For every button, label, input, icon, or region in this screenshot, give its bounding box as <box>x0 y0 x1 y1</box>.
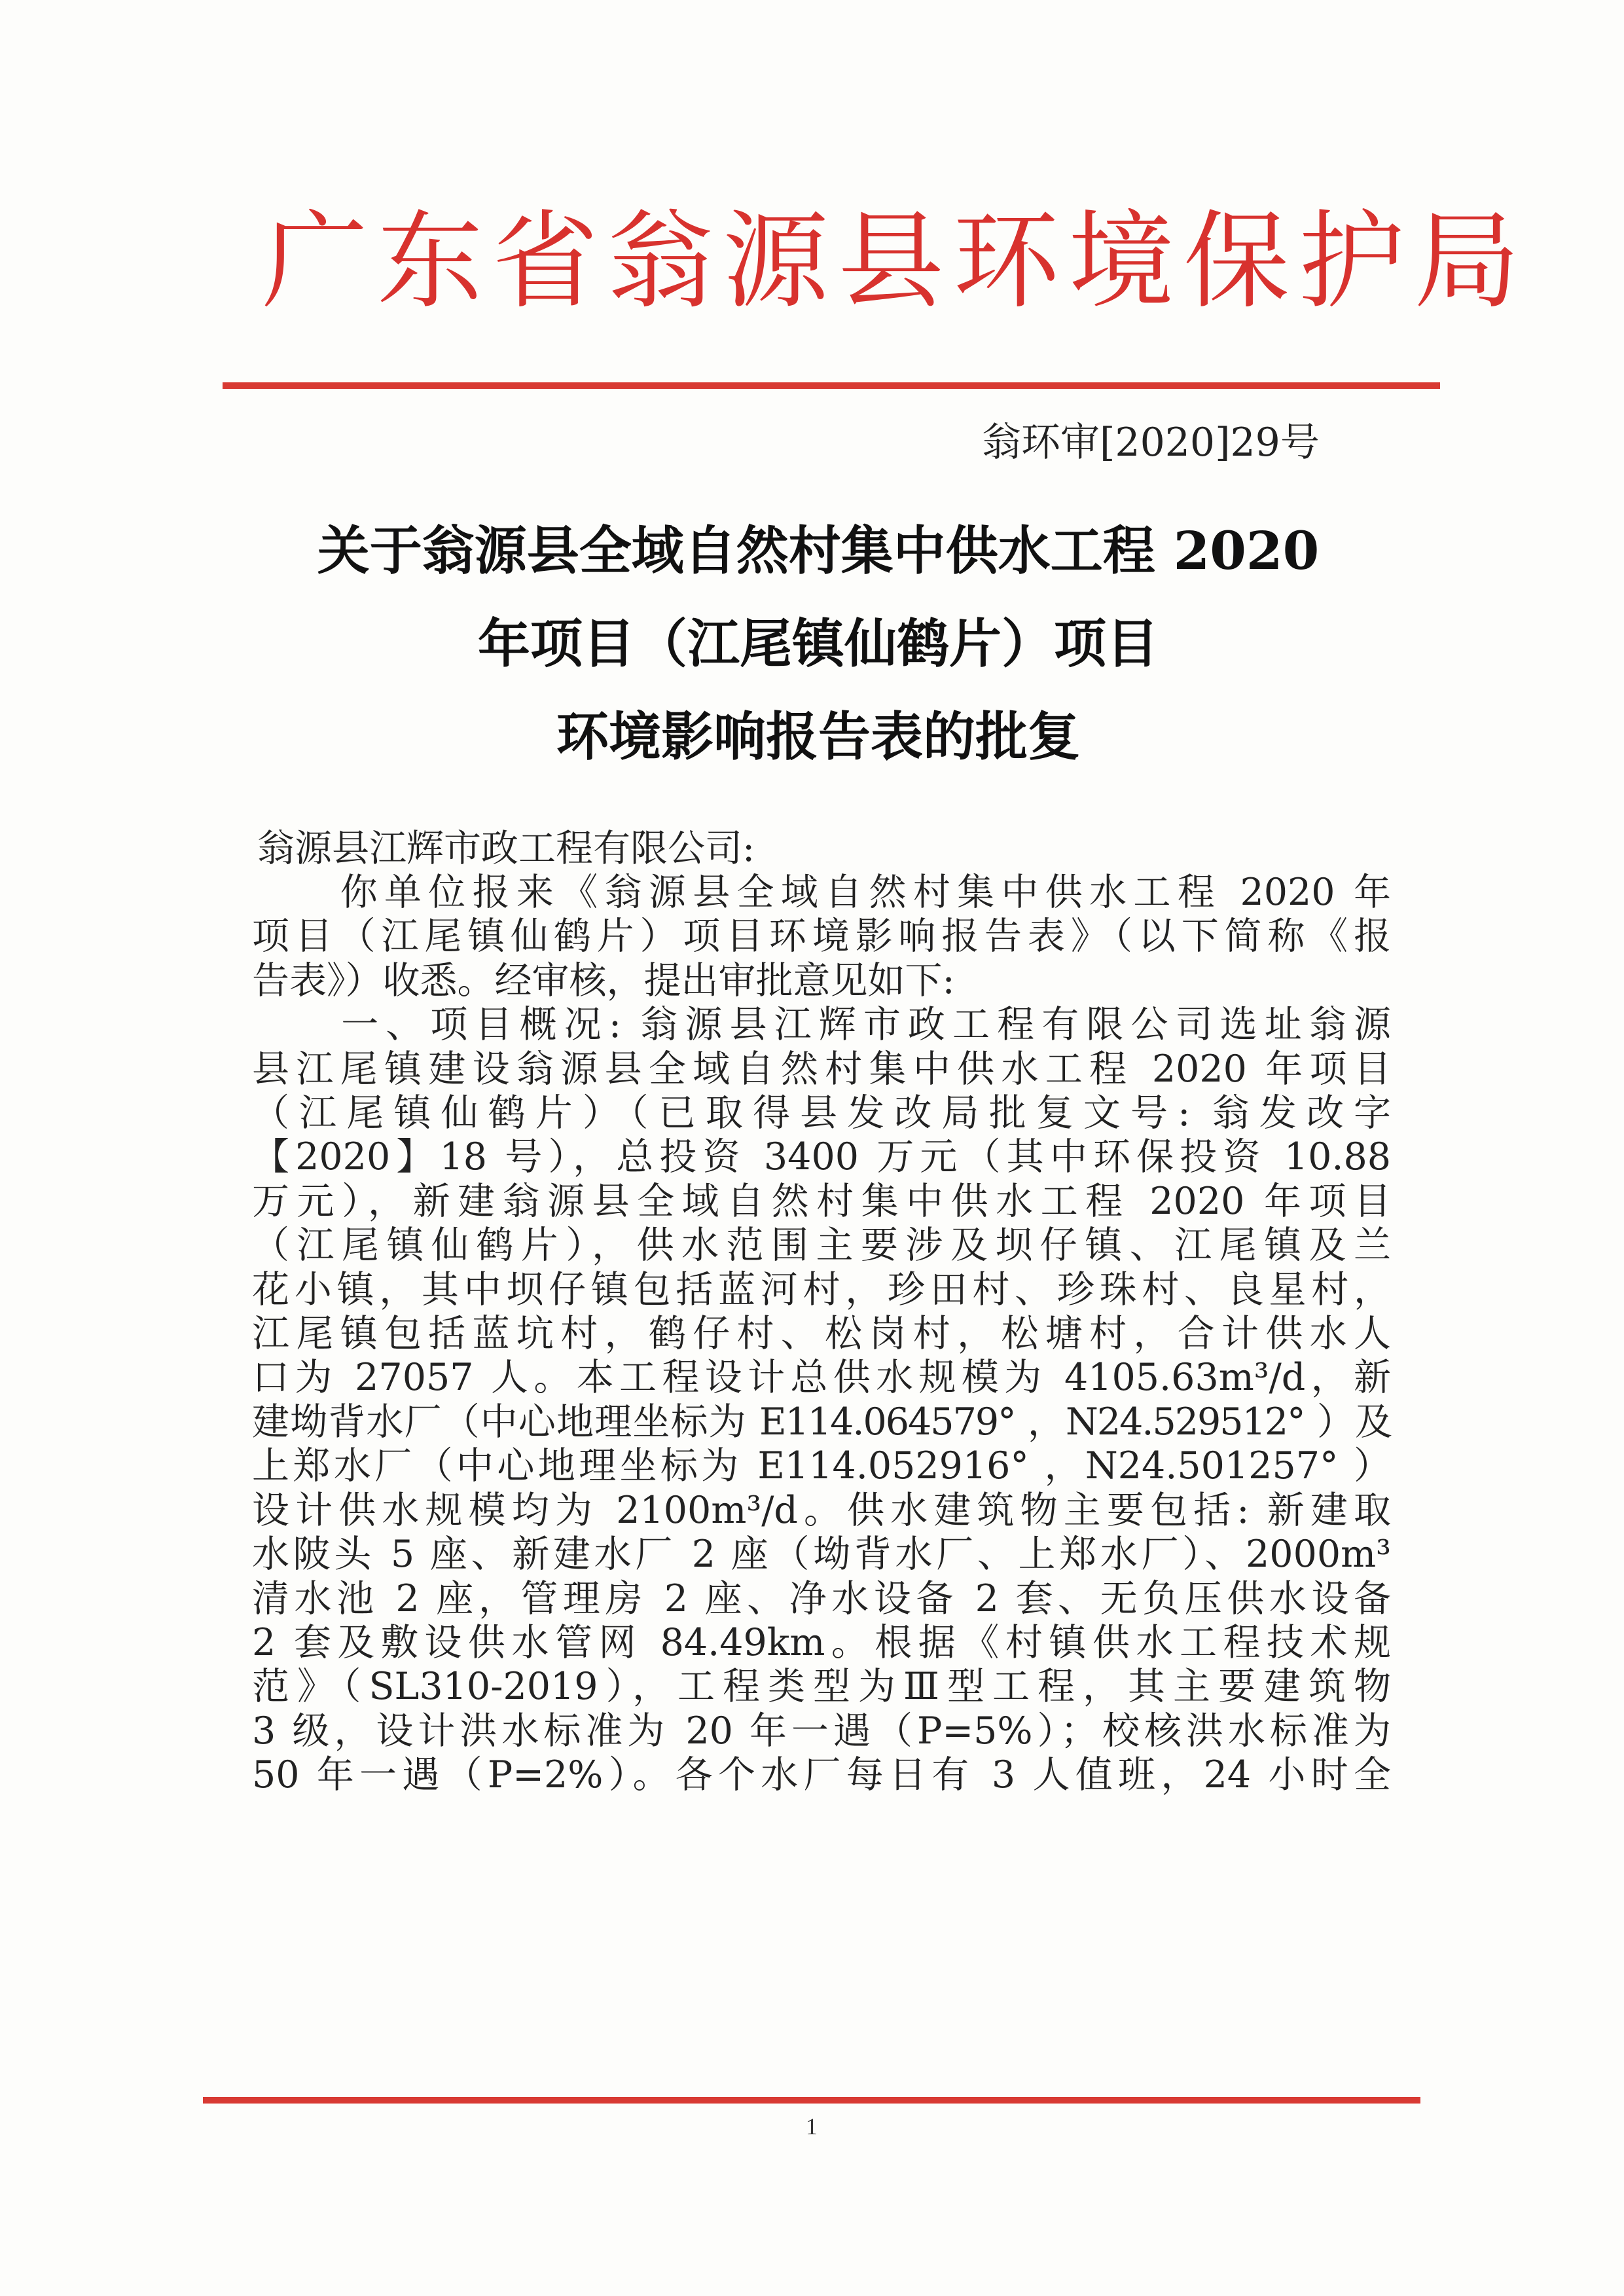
body-line: 【2020】18 号），总投资 3400 万元（其中环保投资 10.88 <box>252 1135 1391 1179</box>
body-line: 2 套及敷设供水管网 84.49km。根据《村镇供水工程技术规 <box>252 1620 1391 1664</box>
body-line: 水陂头 5 座、新建水厂 2 座（坳背水厂、上郑水厂）、2000m³ <box>252 1533 1391 1576</box>
body-paragraphs <box>252 871 1391 1798</box>
body-line: 你单位报来《翁源县全域自然村集中供水工程 2020 年 <box>252 871 1391 914</box>
body-line: （江尾镇仙鹤片），供水范围主要涉及坝仔镇、江尾镇及兰 <box>252 1224 1391 1267</box>
body-line: 告表》）收悉。经审核，提出审批意见如下: <box>252 958 955 1002</box>
title-line-1: 关于翁源县全域自然村集中供水工程 2020 <box>317 520 1320 581</box>
body-line: （江尾镇仙鹤片）（已取得县发改局批复文号: 翁发改字 <box>252 1091 1391 1135</box>
body-line: 上郑水厂（中心地理坐标为 E114.052916° ，N24.501257° ） <box>252 1444 1391 1488</box>
body-line: 范》（SL310-2019），工程类型为Ⅲ型工程，其主要建筑物 <box>252 1665 1391 1709</box>
body-line: 花小镇，其中坝仔镇包括蓝河村，珍田村、珍珠村、良星村， <box>252 1267 1391 1311</box>
body-line: 江尾镇包括蓝坑村，鹤仔村、松岗村，松塘村，合计供水人 <box>252 1312 1391 1356</box>
body-line: 县江尾镇建设翁源县全域自然村集中供水工程 2020 年项目 <box>252 1047 1391 1091</box>
title-line-2: 年项目（江尾镇仙鹤片）项目 <box>478 613 1159 674</box>
page-number: 1 <box>806 2113 818 2140</box>
footer-red-rule <box>203 2097 1420 2104</box>
body-line: 设计供水规模均为 2100m³/d。供水建筑物主要包括: 新建取 <box>252 1488 1391 1532</box>
agency-letterhead: 广东省翁源县环境保护局 <box>262 200 1529 323</box>
body-line: 50 年一遇（P=2%）。各个水厂每日有 3 人值班，24 小时全 <box>252 1753 1391 1797</box>
document-number: 翁环审[2020]29号 <box>982 420 1320 465</box>
body-line: 万元），新建翁源县全域自然村集中供水工程 2020 年项目 <box>252 1179 1391 1223</box>
body-line: 清水池 2 座，管理房 2 座、净水设备 2 套、无负压供水设备 <box>252 1576 1391 1620</box>
body-line: 一、项目概况: 翁源县江辉市政工程有限公司选址翁源 <box>252 1003 1391 1047</box>
body-line: 建坳背水厂（中心地理坐标为 E114.064579° ，N24.529512° ）及 <box>252 1400 1391 1444</box>
body-text <box>252 871 1391 1798</box>
salutation: 翁源县江辉市政工程有限公司: <box>257 827 755 870</box>
title-line-3: 环境影响报告表的批复 <box>556 706 1080 767</box>
letterhead-red-rule <box>223 382 1440 389</box>
body-line: 3 级，设计洪水标准为 20 年一遇（P=5%）；校核洪水标准为 <box>252 1709 1391 1753</box>
body-line: 项目（江尾镇仙鹤片）项目环境影响报告表》（以下简称《报 <box>252 915 1391 958</box>
document-title <box>249 504 1388 783</box>
body-line: 口为 27057 人。本工程设计总供水规模为 4105.63m³/d，新 <box>252 1356 1391 1400</box>
